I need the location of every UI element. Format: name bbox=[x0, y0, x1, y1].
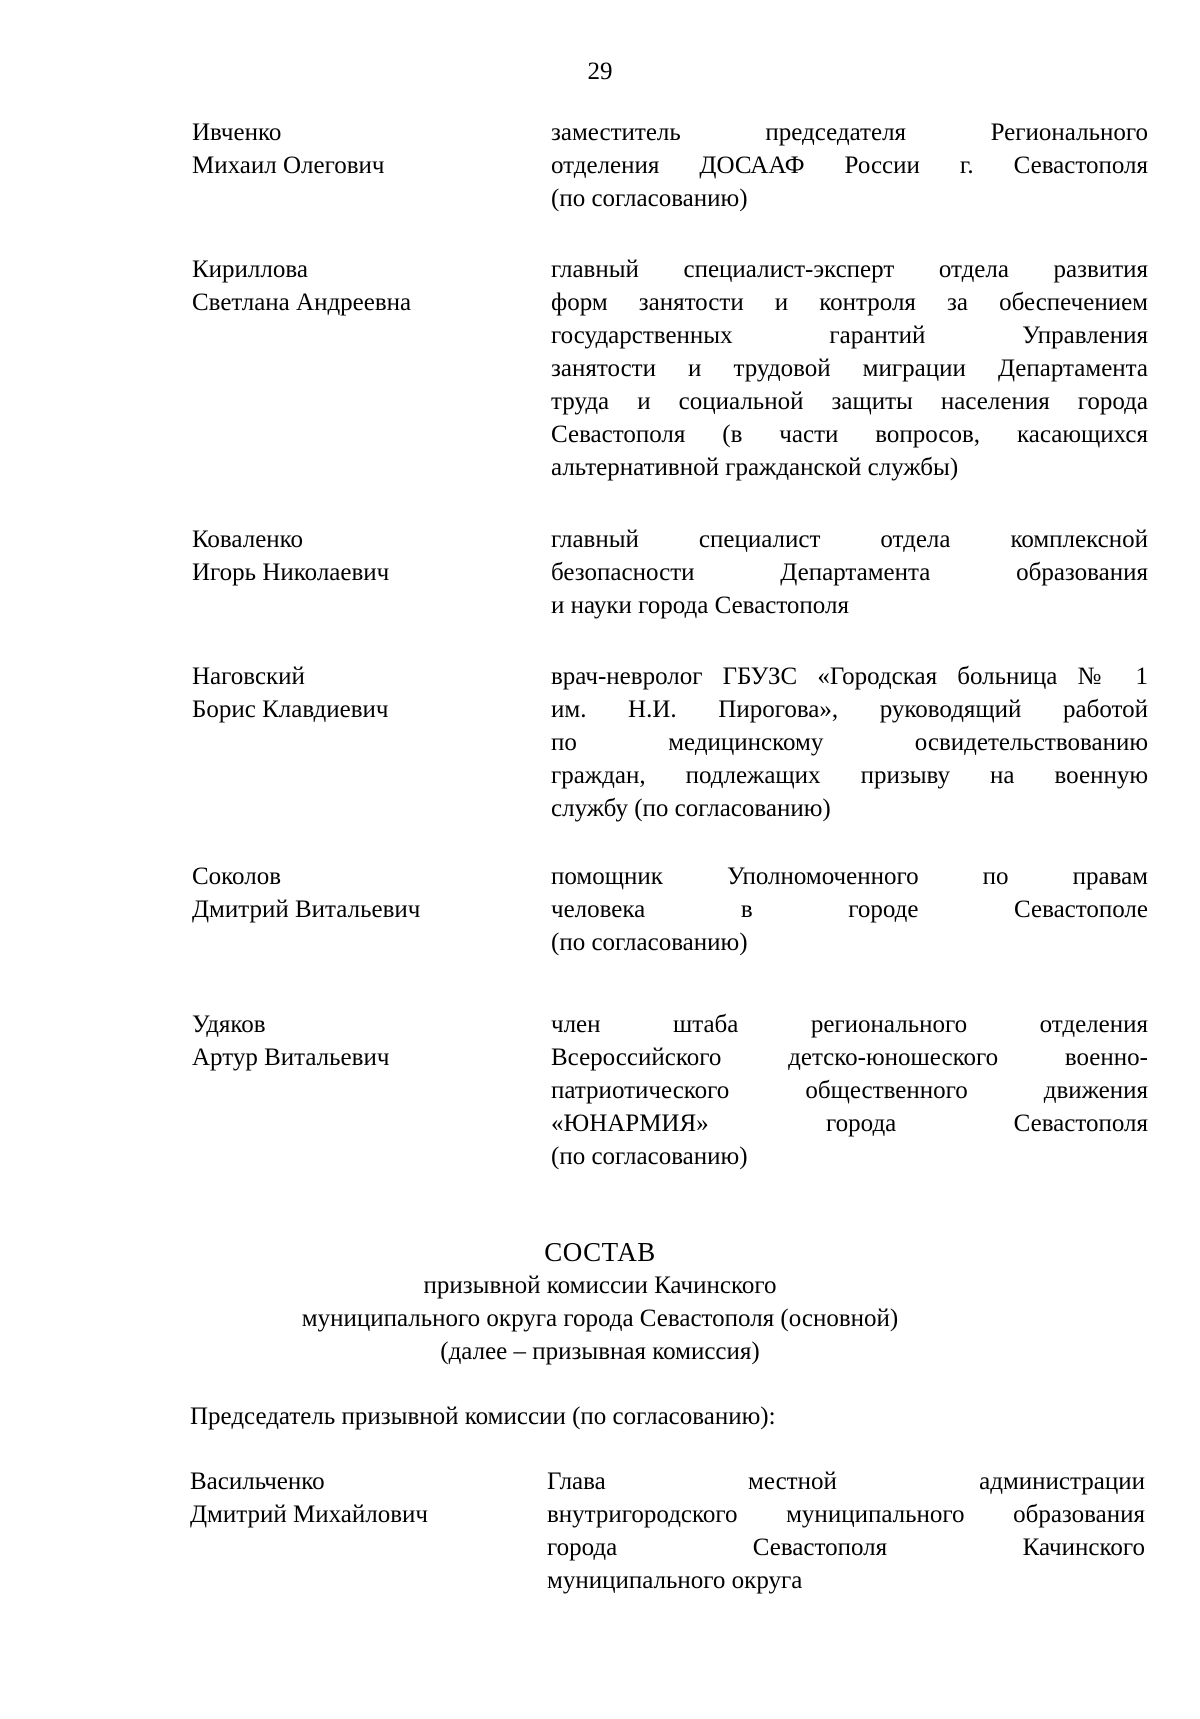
section-title: СОСТАВ bbox=[544, 1237, 656, 1267]
member-name: Коваленко Игорь Николаевич bbox=[192, 526, 390, 586]
member-role: член штаба регионального отделения Всероссийского детско-юношеского военно- патриотического общественного движения «ЮНАРМИЯ» города Севастополя (по согласованию) bbox=[551, 1011, 1148, 1170]
page-number: 29 bbox=[587, 58, 613, 85]
member-role: заместитель председателя Регионального отделения ДОСААФ России г. Севастополя (по согласованию) bbox=[551, 119, 1148, 212]
member-role: главный специалист отдела комплексной безопасности Департамента образования и науки города Севастополя bbox=[551, 526, 1148, 619]
chair-role: Глава местной администрации внутригородского муниципального образования города Севастополя Качинского муниципального округа bbox=[547, 1468, 1145, 1594]
section-subtitle: муниципального округа города Севастополя (основной) bbox=[301, 1305, 899, 1332]
member-role: помощник Уполномоченного по правам человека в городе Севастополе (по согласованию) bbox=[551, 863, 1148, 956]
section-subtitle: (далее – призывная комиссия) bbox=[440, 1338, 760, 1365]
chair-label: Председатель призывной комиссии (по согласованию): bbox=[190, 1403, 776, 1430]
member-role: главный специалист-эксперт отдела развития форм занятости и контроля за обеспечением государственных гарантий Управления занятости и трудовой миграции Департамента труда и социальной защиты населения города Севастополя (в части вопросов, касающихся альтернативной гражданской службы) bbox=[551, 256, 1148, 481]
section-subtitle: призывной комиссии Качинского bbox=[423, 1272, 777, 1299]
member-name: Ивченко Михаил Олегович bbox=[192, 119, 385, 179]
section-heading bbox=[0, 1236, 1200, 1368]
member-name: Удяков Артур Витальевич bbox=[192, 1011, 390, 1071]
chair-name: Васильченко Дмитрий Михайлович bbox=[190, 1468, 428, 1528]
member-name: Наговский Борис Клавдиевич bbox=[192, 663, 389, 723]
member-role: врач-невролог ГБУЗС «Городская больница № 1 им. Н.И. Пирогова», руководящий работой по медицинскому освидетельствованию граждан, подлежащих призыву на военную службу (по согласованию) bbox=[551, 663, 1148, 822]
member-name: Соколов Дмитрий Витальевич bbox=[192, 863, 421, 923]
member-name: Кириллова Светлана Андреевна bbox=[192, 256, 412, 316]
